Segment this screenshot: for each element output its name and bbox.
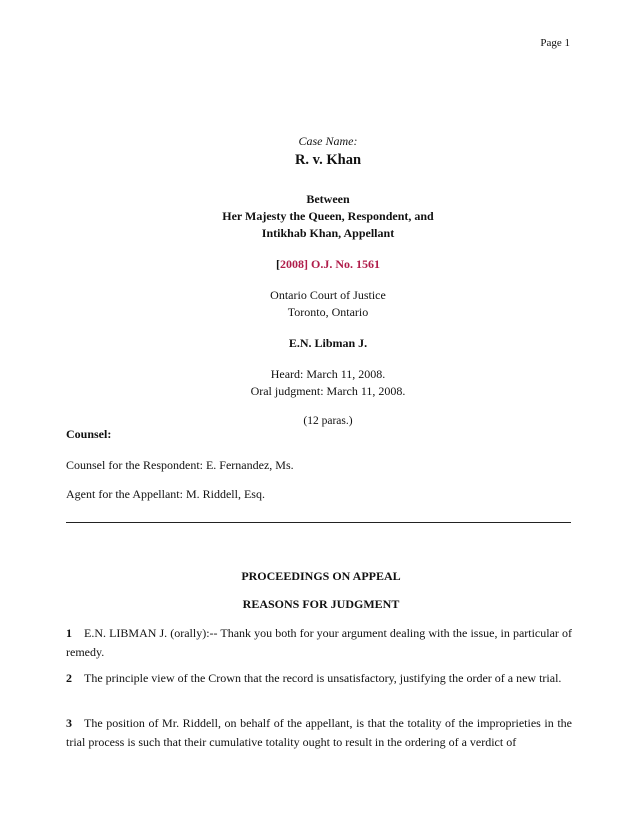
paragraph-count: (12 paras.) (303, 415, 353, 427)
citation[interactable] (0, 256, 638, 273)
oral-judgment-date: Oral judgment: March 11, 2008. (250, 384, 406, 398)
paragraph-1 (66, 624, 572, 662)
case-name-label: Case Name: (298, 134, 358, 148)
counsel-appellant: Agent for the Appellant: M. Riddell, Esq. (66, 487, 265, 501)
case-header (0, 133, 638, 430)
heard-date: Heard: March 11, 2008. (270, 367, 386, 381)
proceedings-heading: PROCEEDINGS ON APPEAL (241, 569, 401, 583)
court-name: Ontario Court of Justice (270, 288, 386, 302)
paragraph-number: 3 (66, 716, 72, 730)
citation-year-link[interactable]: 2008 (280, 257, 304, 271)
paragraph-text: The principle view of the Crown that the record is unsatisfactory, justifying the order of a new trial. (84, 671, 562, 685)
paragraph-3 (66, 714, 572, 752)
page-number: Page 1 (540, 37, 570, 49)
between-label: Between (306, 192, 350, 206)
case-title: R. v. Khan (294, 152, 362, 168)
paragraph-text: E.N. LIBMAN J. (orally):-- Thank you both for your argument dealing with the issue, in particular of remedy. (66, 626, 572, 659)
counsel-respondent: Counsel for the Respondent: E. Fernandez, Ms. (66, 458, 294, 472)
paragraph-2 (66, 669, 572, 688)
party-appellant: Intikhab Khan, Appellant (261, 226, 395, 240)
paragraph-text: The position of Mr. Riddell, on behalf of the appellant, is that the totality of the improprieties in the trial process is such that their cumulative totality ought to result in the ordering of a verdict of (66, 716, 572, 749)
citation-link[interactable]: ] O.J. No. 1561 (304, 257, 380, 271)
horizontal-divider (66, 522, 571, 523)
counsel-heading: Counsel: (66, 427, 112, 441)
paragraph-number: 2 (66, 671, 72, 685)
paragraph-number: 1 (66, 626, 72, 640)
citation-open: [ (276, 257, 280, 271)
court-location: Toronto, Ontario (287, 305, 369, 319)
party-respondent: Her Majesty the Queen, Respondent, and (222, 209, 434, 223)
judge-name: E.N. Libman J. (288, 336, 368, 350)
reasons-heading: REASONS FOR JUDGMENT (242, 597, 400, 611)
